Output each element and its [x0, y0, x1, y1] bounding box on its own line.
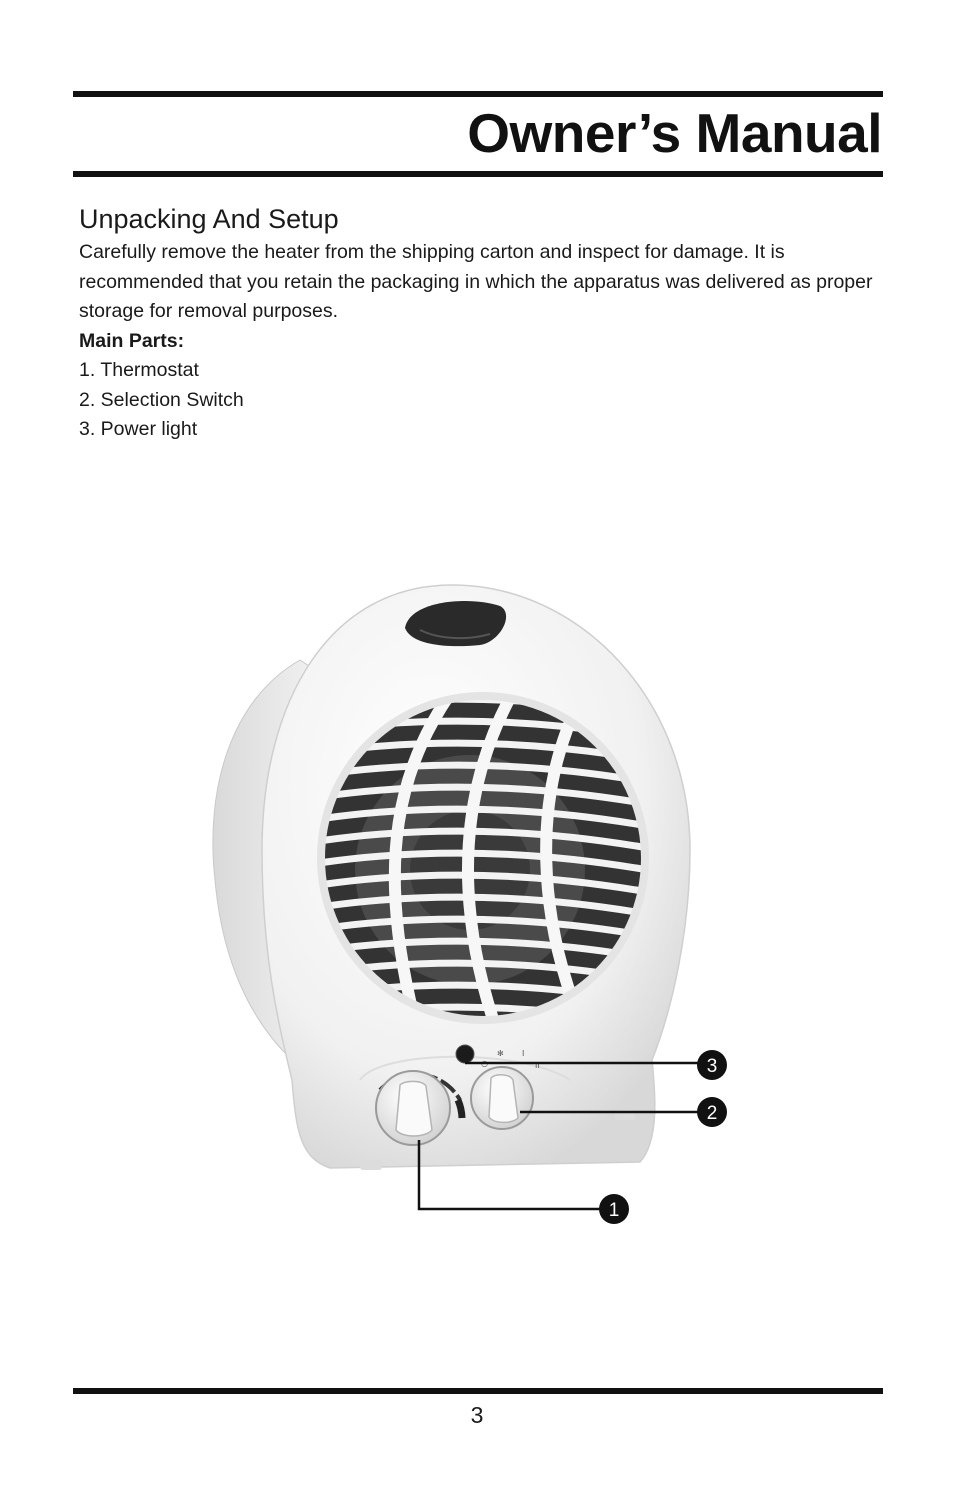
svg-text:1: 1	[608, 1200, 620, 1221]
intro-paragraph: Carefully remove the heater from the shipping carton and inspect for damage. It is recommended that you retain the packaging in which the apparatus was delivered as proper storage for removal purposes.	[79, 241, 873, 323]
page-number: 3	[470, 1402, 484, 1428]
svg-text:3: 3	[706, 1056, 718, 1077]
callout-1	[599, 1194, 629, 1224]
svg-text:2: 2	[706, 1103, 718, 1124]
main-parts-heading: Main Parts:	[79, 330, 185, 352]
dial-mark-low: I	[522, 1049, 525, 1058]
callout-2	[697, 1097, 727, 1127]
dial-mark-high: II	[535, 1061, 540, 1070]
power-light	[456, 1045, 474, 1063]
list-item: 1. Thermostat	[79, 359, 199, 381]
callout-3	[697, 1050, 727, 1080]
page-title: Owner’s Manual	[467, 102, 882, 164]
dial-mark-fan: ✻	[497, 1049, 504, 1058]
dial-mark-off: ○	[481, 1059, 488, 1068]
section-heading: Unpacking And Setup	[79, 204, 339, 234]
list-item: 3. Power light	[79, 418, 198, 441]
list-item: 2. Selection Switch	[79, 388, 244, 411]
footer-rule	[73, 1388, 883, 1394]
